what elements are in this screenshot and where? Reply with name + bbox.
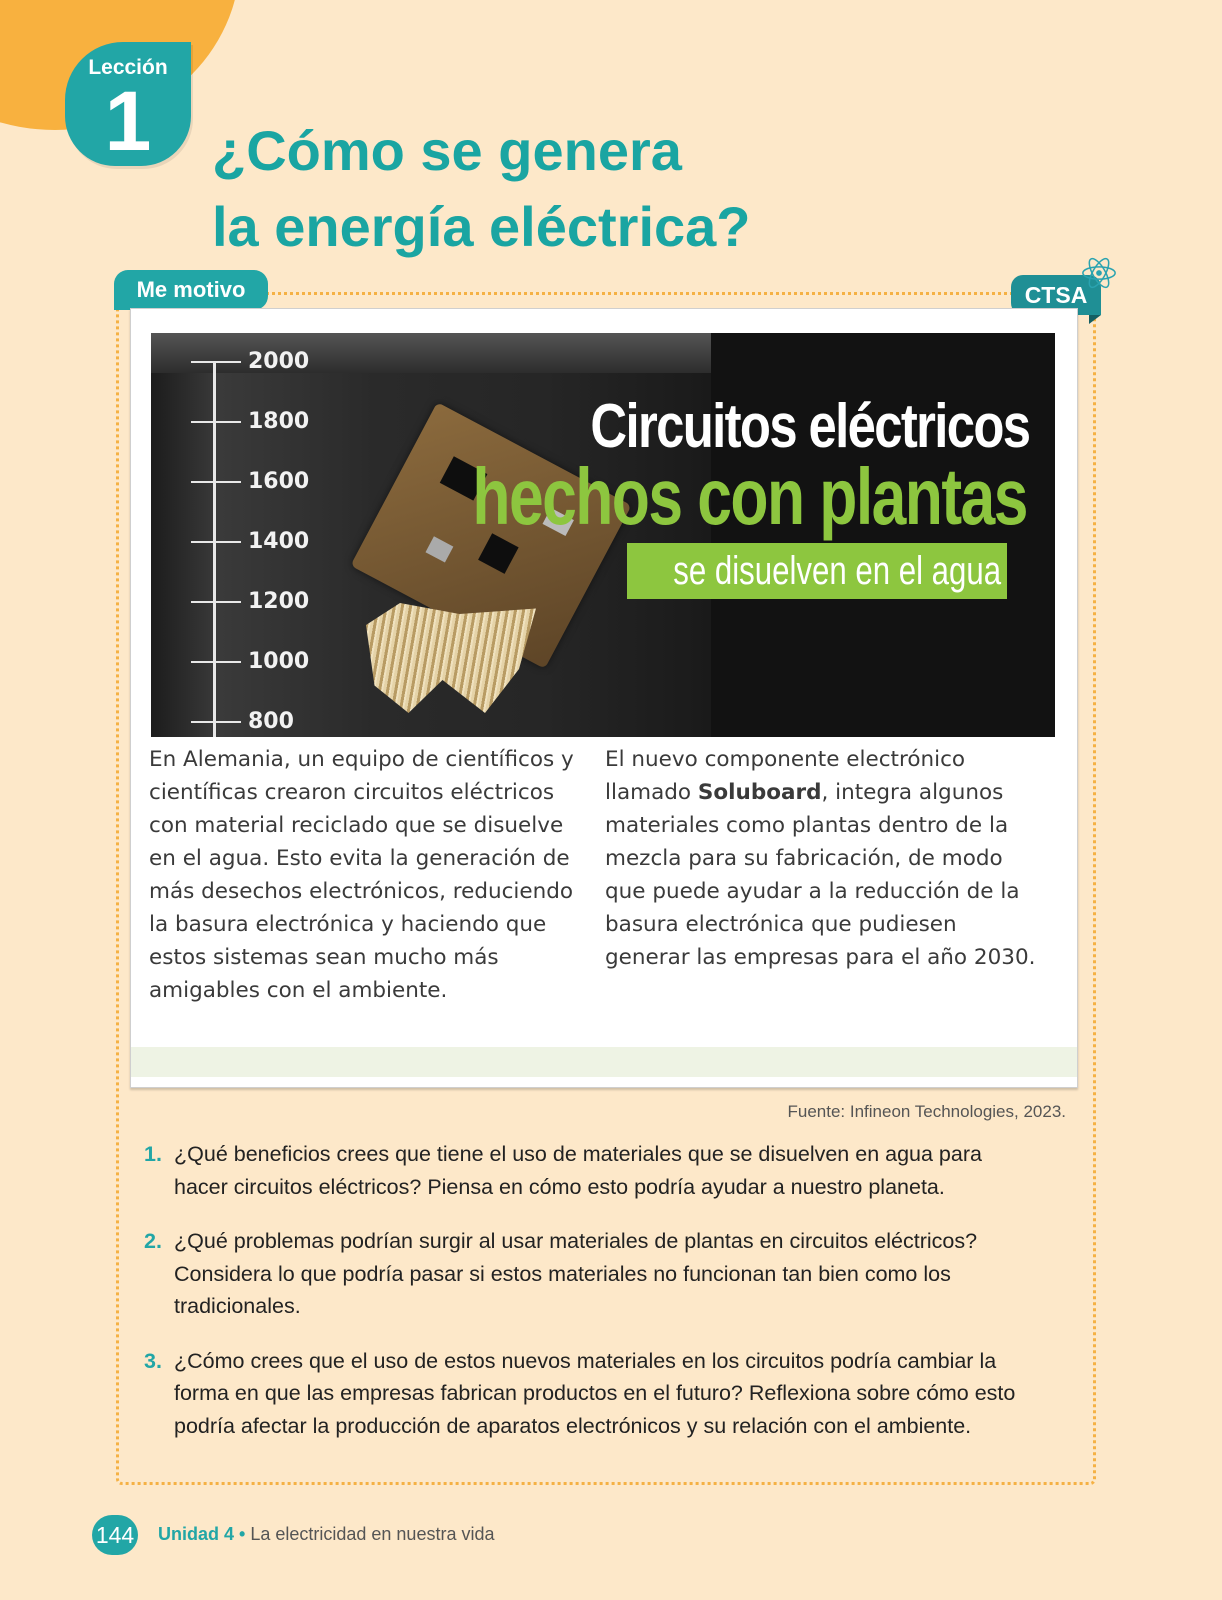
question-number: 3. <box>144 1348 162 1373</box>
article-text-right-a: El nuevo componente electrónico llamado <box>605 747 966 805</box>
card-footer-band <box>131 1047 1077 1077</box>
question-text: ¿Qué beneficios crees que tiene el uso de materiales que se disuelven en agua para hacer circuitos eléctricos? Piensa en cómo esto podría ayudar a nuestro planeta. <box>174 1142 982 1199</box>
me-motivo-tab: Me motivo <box>114 270 268 310</box>
page-title-line-1: ¿Cómo se genera <box>212 119 682 182</box>
lesson-badge <box>65 42 191 166</box>
scale-label: 1400 <box>248 529 310 554</box>
question-text: ¿Cómo crees que el uso de estos nuevos materiales en los circuitos podría cambiar la forma en que las empresas fabrican productos en el futuro? Reflexiona sobre cómo esto podría afectar la producción de aparatos electrónicos y su relación con el ambiente. <box>174 1348 1016 1438</box>
question-number: 2. <box>144 1229 162 1253</box>
lesson-number: 1 <box>104 74 152 168</box>
scale-label: 800 <box>248 709 294 734</box>
question-item <box>144 1138 1024 1203</box>
scale-label: 2000 <box>248 349 310 374</box>
lesson-label: Lección <box>88 56 168 79</box>
article-text-right <box>605 743 1045 974</box>
photo-headline-3 <box>627 543 1007 599</box>
atom-icon <box>1080 254 1118 292</box>
scale-label: 1200 <box>248 589 310 614</box>
footer-unit-info <box>158 1524 494 1545</box>
photo-headline-3-text: se disuelven en el agua <box>673 549 1002 593</box>
article-text-left: En Alemania, un equipo de científicos y científicas crearon circuitos eléctricos con material reciclado que se disuelve en el agua. Esto evita la generación de más desechos electrónicos, reduciendo la basura electrónica y haciendo que estos sistemas sean mucho más amigables con el ambiente. <box>149 747 574 1003</box>
footer-separator: • <box>234 1524 251 1544</box>
article-photo <box>151 333 1055 737</box>
question-text: ¿Qué problemas podrían surgir al usar materiales de plantas en circuitos eléctricos? Considera lo que podría pasar si estos materiales no funcionan tan bien como los tradicionales. <box>174 1229 978 1318</box>
unit-label: Unidad 4 <box>158 1524 235 1544</box>
question-list <box>144 1138 1024 1464</box>
unit-topic: La electricidad en nuestra vida <box>250 1524 495 1544</box>
plant-fibers-image <box>366 603 536 713</box>
scale-label: 1600 <box>248 469 310 494</box>
photo-headline-2: hechos con plantas <box>472 452 1027 541</box>
scale-label: 1800 <box>248 409 310 434</box>
source-citation: Fuente: Infineon Technologies, 2023. <box>787 1102 1066 1121</box>
article-text-right-b: , integra algunos materiales como plantas dentro de la mezcla para su fabricación, de modo que puede ayudar a la reducción de la basura electrónica que pudiesen generar las empresas para el año 2030. <box>605 780 1036 970</box>
article-card <box>130 308 1078 1088</box>
page-title-line-2: la energía eléctrica? <box>212 195 751 258</box>
scale-label: 1000 <box>248 649 310 674</box>
ctsa-label: CTSA <box>1024 282 1088 308</box>
question-item <box>144 1225 1024 1323</box>
question-item <box>144 1345 1024 1443</box>
page-number: 144 <box>92 1515 138 1555</box>
question-number: 1. <box>144 1142 162 1166</box>
photo-headline-1: Circuitos eléctricos <box>589 392 1029 461</box>
soluboard-term: Soluboard <box>697 780 822 805</box>
page-title <box>212 113 912 265</box>
